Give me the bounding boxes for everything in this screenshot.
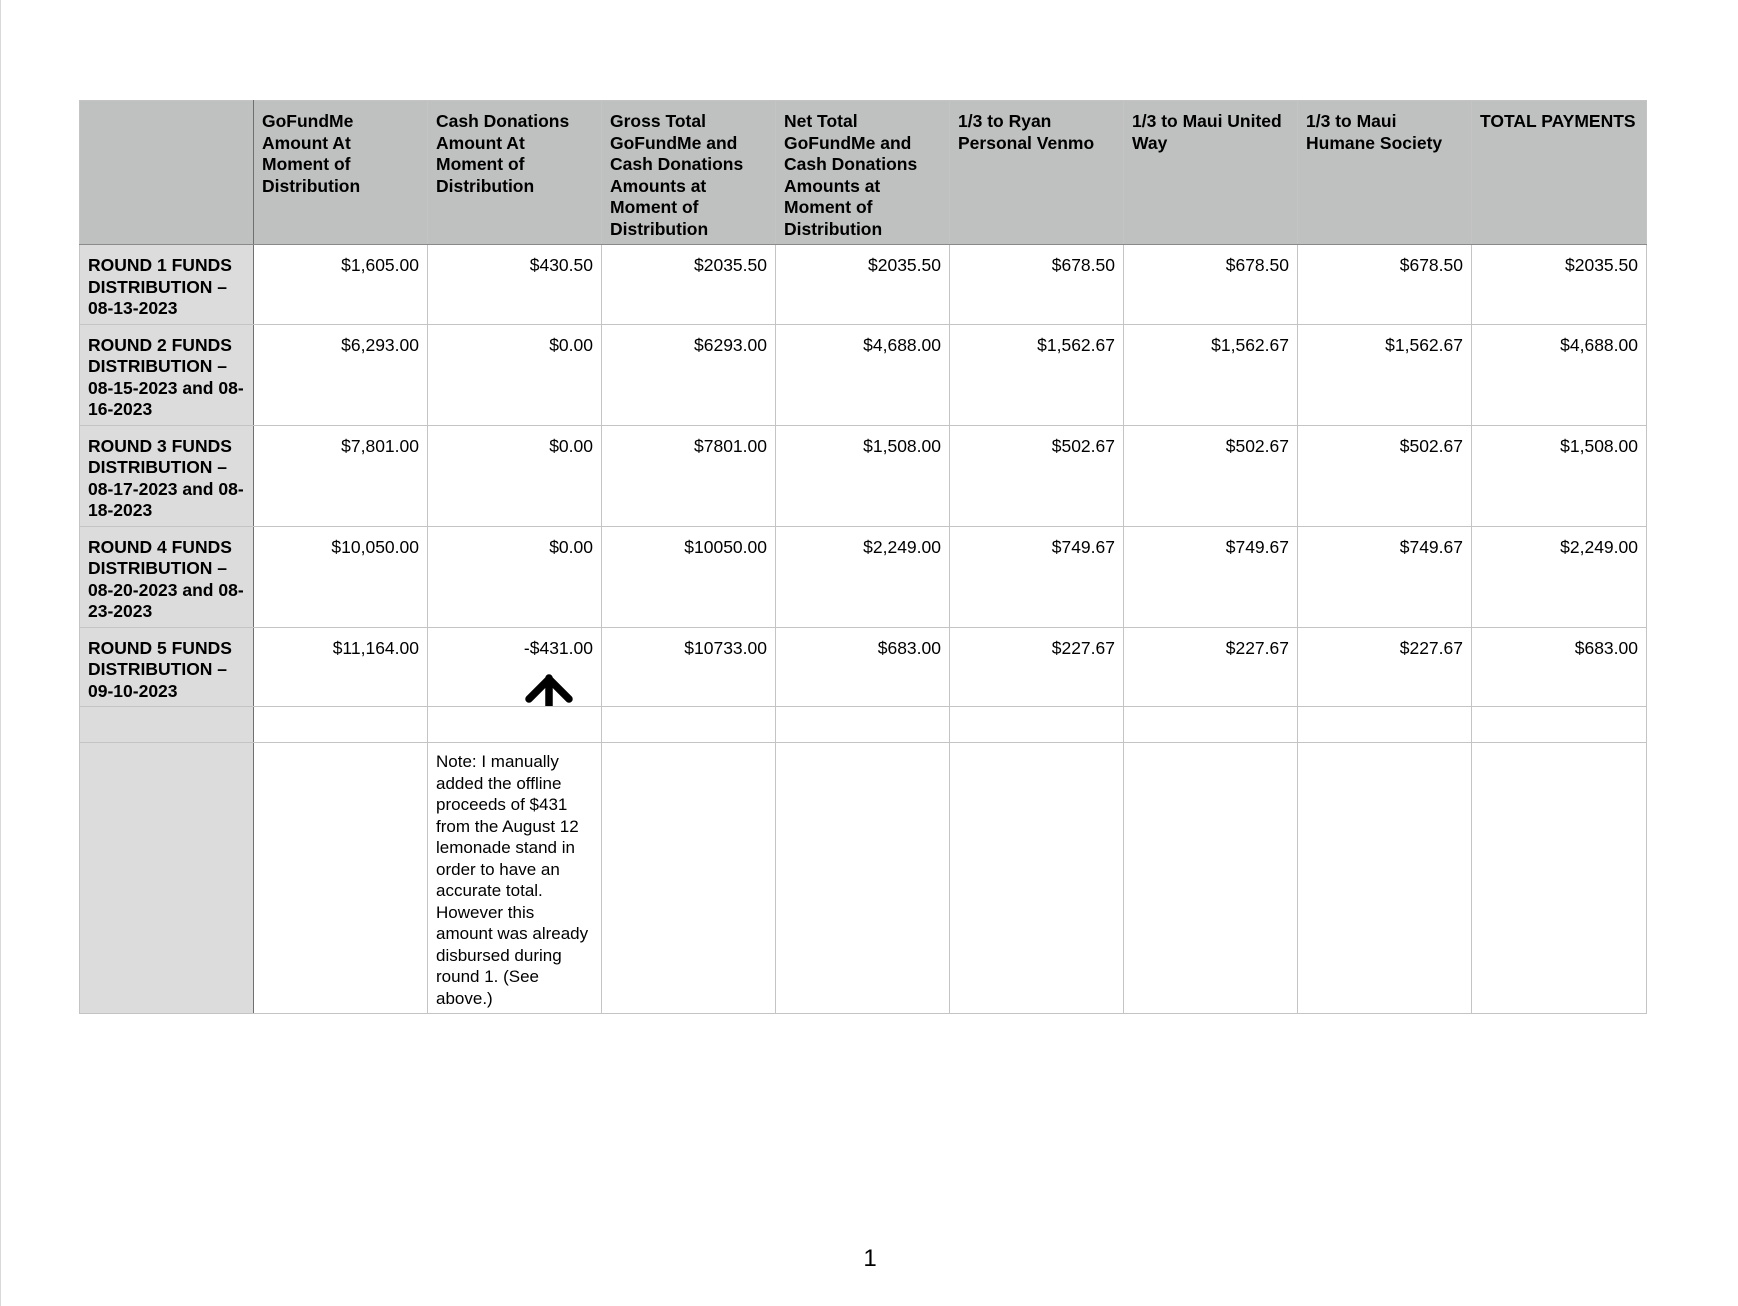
empty-cell (1124, 743, 1298, 1014)
empty-cell (1298, 707, 1472, 743)
corner-cell (80, 101, 254, 245)
empty-cell (776, 743, 950, 1014)
column-header-gofundme: GoFundMe Amount At Moment of Distribution (254, 101, 428, 245)
note-text: Note: I manually added the offline proceeds of $431 from the August 12 lemonade stand in order to have an accurate total. However this amount was already disbursed during round 1. (See above.) (428, 743, 602, 1014)
table-row (80, 627, 1647, 707)
header-row (80, 101, 1647, 245)
table-cell: $683.00 (1472, 627, 1647, 707)
table-cell: $10733.00 (602, 627, 776, 707)
table-cell: $749.67 (1124, 526, 1298, 627)
column-header-ryan-venmo: 1/3 to Ryan Personal Venmo (950, 101, 1124, 245)
table-cell: $4,688.00 (776, 324, 950, 425)
table-cell: $0.00 (428, 526, 602, 627)
table-cell: $1,562.67 (1298, 324, 1472, 425)
page-number: 1 (863, 1245, 877, 1272)
table-cell: $10,050.00 (254, 526, 428, 627)
empty-cell (950, 743, 1124, 1014)
column-header-gross-total: Gross Total GoFundMe and Cash Donations Amounts at Moment of Distribution (602, 101, 776, 245)
empty-cell (428, 707, 602, 743)
empty-cell (602, 707, 776, 743)
table-cell: $749.67 (950, 526, 1124, 627)
empty-cell (776, 707, 950, 743)
table-cell: $6293.00 (602, 324, 776, 425)
table-cell: $749.67 (1298, 526, 1472, 627)
table-cell: $2035.50 (1472, 245, 1647, 325)
table-cell: $1,508.00 (1472, 425, 1647, 526)
funds-distribution-table (79, 100, 1647, 1014)
note-row (80, 743, 1647, 1014)
table-cell: $1,605.00 (254, 245, 428, 325)
table-row (80, 324, 1647, 425)
table-row (80, 526, 1647, 627)
column-header-net-total: Net Total GoFundMe and Cash Donations Amounts at Moment of Distribution (776, 101, 950, 245)
table-cell: $4,688.00 (1472, 324, 1647, 425)
table-cell: $678.50 (1298, 245, 1472, 325)
table-cell: $11,164.00 (254, 627, 428, 707)
empty-cell (1472, 743, 1647, 1014)
row-header-empty (80, 707, 254, 743)
table-cell: $502.67 (1298, 425, 1472, 526)
table-cell: $1,562.67 (1124, 324, 1298, 425)
empty-cell (1472, 707, 1647, 743)
table-cell: $6,293.00 (254, 324, 428, 425)
row-header-round-5: ROUND 5 FUNDS DISTRIBUTION – 09-10-2023 (80, 627, 254, 707)
empty-cell (254, 743, 428, 1014)
table-cell: $10050.00 (602, 526, 776, 627)
cell-value: -$431.00 (523, 637, 593, 658)
table-cell: $227.67 (1124, 627, 1298, 707)
table-cell: $502.67 (950, 425, 1124, 526)
table-cell: $678.50 (1124, 245, 1298, 325)
table-cell: $2,249.00 (776, 526, 950, 627)
row-header-round-2: ROUND 2 FUNDS DISTRIBUTION – 08-15-2023 and 08-16-2023 (80, 324, 254, 425)
table-cell: $2,249.00 (1472, 526, 1647, 627)
row-header-round-4: ROUND 4 FUNDS DISTRIBUTION – 08-20-2023 and 08-23-2023 (80, 526, 254, 627)
table-cell: $678.50 (950, 245, 1124, 325)
empty-cell (1298, 743, 1472, 1014)
column-header-cash-donations: Cash Donations Amount At Moment of Distribution (428, 101, 602, 245)
table-cell-cash-adjustment (428, 627, 602, 707)
empty-cell (950, 707, 1124, 743)
page-edge (0, 0, 1, 1306)
up-arrow-icon (524, 674, 574, 707)
table-cell: $7,801.00 (254, 425, 428, 526)
table-cell: $502.67 (1124, 425, 1298, 526)
table-cell: $0.00 (428, 425, 602, 526)
table-cell: $227.67 (1298, 627, 1472, 707)
empty-cell (254, 707, 428, 743)
table-cell: $227.67 (950, 627, 1124, 707)
table-cell: $2035.50 (776, 245, 950, 325)
empty-cell (602, 743, 776, 1014)
column-header-total-payments: TOTAL PAYMENTS (1472, 101, 1647, 245)
row-header-round-1: ROUND 1 FUNDS DISTRIBUTION – 08-13-2023 (80, 245, 254, 325)
table-cell: $2035.50 (602, 245, 776, 325)
table-cell: $1,508.00 (776, 425, 950, 526)
table-cell: $1,562.67 (950, 324, 1124, 425)
column-header-maui-humane-society: 1/3 to Maui Humane Society (1298, 101, 1472, 245)
table-cell: $0.00 (428, 324, 602, 425)
table-row (80, 425, 1647, 526)
table-cell: $683.00 (776, 627, 950, 707)
empty-row (80, 707, 1647, 743)
row-header-empty (80, 743, 254, 1014)
table-row (80, 245, 1647, 325)
table-cell: $430.50 (428, 245, 602, 325)
table-cell: $7801.00 (602, 425, 776, 526)
empty-cell (1124, 707, 1298, 743)
column-header-maui-united-way: 1/3 to Maui United Way (1124, 101, 1298, 245)
row-header-round-3: ROUND 3 FUNDS DISTRIBUTION – 08-17-2023 and 08-18-2023 (80, 425, 254, 526)
